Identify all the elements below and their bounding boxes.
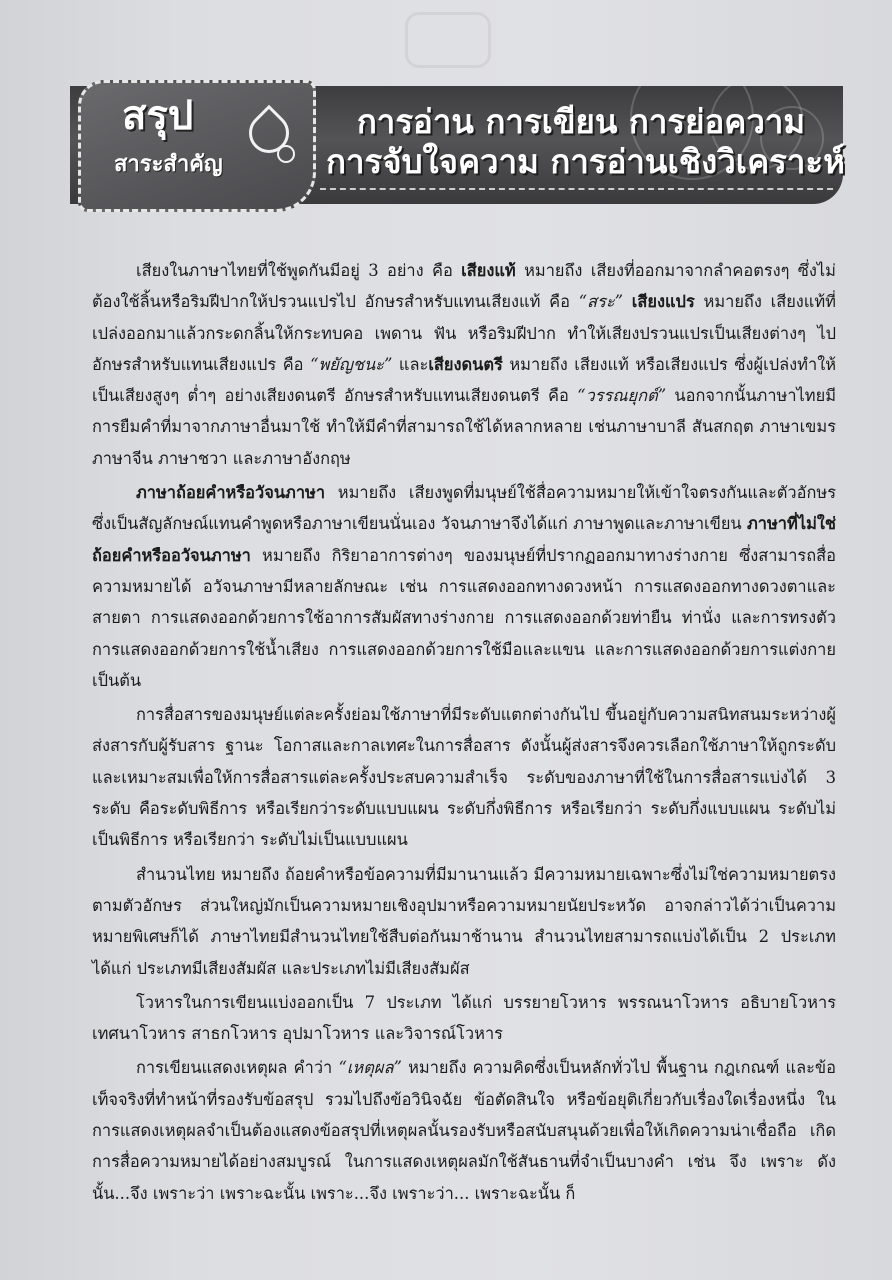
- paragraph-text: หมายถึง เสียงแท้ที่เปล่งออกมาแล้วกระดกลิ้นให้กระทบคอ เพดาน ฟัน หรือริมฝีปาก ทำให้เสียงปรวนแปรเป็นเสียงต่างๆ ไป อักษรสำหรับแทนเสียงแปร คือ: [92, 292, 836, 374]
- bold-term: ภาษาถ้อยคำหรือวัจนภาษา: [136, 483, 326, 503]
- paragraph-text: และ: [392, 354, 429, 374]
- bold-term: เสียงดนตรี: [428, 354, 503, 374]
- paragraph-text: เสียงในภาษาไทยที่ใช้พูดกันมีอยู่ 3 อย่าง คือ: [136, 261, 462, 280]
- paragraph-text: หมายถึง กิริยาอาการต่างๆ ของมนุษย์ที่ปรากฏออกมาทางร่างกาย ซึ่งสามารถสื่อความหมายได้ อวัจนภาษามีหลายลักษณะ เช่น การแสดงออกทางดวงหน้า การแสดงออกทางดวงตาและสายตา การแสดงออกด้วยการใช้อาการสัมผัสทางร่างกาย การแสดงออกด้วยท่ายืน ท่านั่ง และการทรงตัว การแสดงออกด้วยการใช้น้ำเสียง การแสดงออกด้วยการใช้มือและแขน และการแสดงออกด้วยการแต่งกาย เป็นต้น: [92, 545, 836, 690]
- italic-term: “สระ”: [578, 292, 624, 312]
- tag-subtitle: สาระสำคัญ: [114, 152, 223, 177]
- body-paragraph: [92, 699, 836, 855]
- body-paragraph: [92, 859, 836, 984]
- paragraph-text: การสื่อสารของมนุษย์แต่ละครั้งย่อมใช้ภาษาที่มีระดับแตกต่างกันไป ขึ้นอยู่กับความสนิทสนมระหว่างผู้ส่งสารกับผู้รับสาร ฐานะ โอกาสและกาลเทศะในการสื่อสาร ดังนั้นผู้ส่งสารจึงควรเลือกใช้ภาษาให้ถูกระดับและเหมาะสมเพื่อให้การสื่อสารแต่ละครั้งประสบความสำเร็จ ระดับของภาษาที่ใช้ในการสื่อสารแบ่งได้ 3 ระดับ คือระดับพิธีการ หรือเรียกว่าระดับแบบแผน ระดับกึ่งพิธีการ หรือเรียกว่า ระดับกึ่งแบบแผน ระดับไม่เป็นพิธีการ หรือเรียกว่า ระดับไม่เป็นแบบแผน: [92, 705, 836, 850]
- paragraph-text: สำนวนไทย หมายถึง ถ้อยคำหรือข้อความที่มีมานานแล้ว มีความหมายเฉพาะซึ่งไม่ใช่ความหมายตรงตามตัวอักษร ส่วนใหญ่มักเป็นความหมายเชิงอุปมาหรือความหมายนัยประหวัด อาจกล่าวได้ว่าเป็นความหมายพิเศษก็ได้ ภาษาไทยมีสำนวนไทยใช้สืบต่อกันมาช้านาน สำนวนไทยสามารถแบ่งได้เป็น 2 ประเภท ได้แก่ ประเภทมีเสียงสัมผัส และประเภทไม่มีเสียงสัมผัส: [92, 864, 836, 978]
- bold-term: เสียงแท้: [461, 261, 516, 280]
- body-paragraph: [92, 255, 836, 474]
- italic-term: “พยัญชนะ”: [310, 354, 393, 374]
- summary-body: [92, 255, 836, 1209]
- page-number-mark: [405, 12, 491, 68]
- bold-term: ภาษาที่ไม่ใช่ถ้อยคำหรืออวัจนภาษา: [92, 514, 836, 565]
- summary-banner: [70, 80, 843, 212]
- paragraph-text: การเขียนแสดงเหตุผล คำว่า: [136, 1058, 339, 1078]
- banner-heading-line-1: การอ่าน การเขียน การย่อความ: [356, 102, 806, 141]
- body-paragraph: [92, 987, 836, 1050]
- paragraph-text: หมายถึง เสียงแท้ หรือเสียงแปร ซึ่งผู้เปล่งทำให้เป็นเสียงสูงๆ ต่ำๆ อย่างเสียงดนตรี อักษรสำหรับแทนเสียงดนตรี คือ: [92, 354, 836, 406]
- paragraph-text: โวหารในการเขียนแบ่งออกเป็น 7 ประเภท ได้แก่ บรรยายโวหาร พรรณนาโวหาร อธิบายโวหาร เทศนาโวหาร สาธกโวหาร อุปมาโวหาร และวิจารณ์โวหาร: [92, 992, 836, 1044]
- body-paragraph: [92, 1052, 836, 1208]
- body-paragraph: [92, 477, 836, 696]
- paragraph-text: หมายถึง เสียงพูดที่มนุษย์ใช้สื่อความหมายให้เข้าใจตรงกันและตัวอักษรซึ่งเป็นสัญลักษณ์แทนคำพูดหรือภาษาเขียนนั่นเอง วัจนภาษาจึงได้แก่ ภาษาพูดและภาษาเขียน: [92, 483, 836, 534]
- italic-term: “เหตุผล”: [338, 1058, 402, 1078]
- paragraph-text: [623, 292, 632, 311]
- paragraph-text: นอกจากนั้นภาษาไทยมีการยืมคำที่มาจากภาษาอื่นมาใช้ ทำให้มีคำที่สามารถใช้ได้หลากหลาย เช่นภาษาบาลี สันสกฤต ภาษาเขมร ภาษาจีน ภาษาชวา และภาษาอังกฤษ: [92, 386, 836, 468]
- italic-term: “วรรณยุกต์”: [577, 386, 667, 406]
- paragraph-text: หมายถึง เสียงที่ออกมาจากลำคอตรงๆ ซึ่งไม่ต้องใช้ลิ้นหรือริมฝีปากให้ปรวนแปรไป อักษรสำหรับแทนเสียงแท้ คือ: [92, 261, 836, 312]
- bold-term: เสียงแปร: [631, 292, 695, 312]
- tag-title: สรุป: [122, 93, 194, 139]
- banner-heading-line-2: การจับใจความ การอ่านเชิงวิเคราะห์: [326, 142, 845, 181]
- banner-dashed-line: [320, 188, 833, 190]
- paragraph-text: หมายถึง ความคิดซึ่งเป็นหลักทั่วไป พื้นฐาน กฎเกณฑ์ และข้อเท็จจริงที่ทำหน้าที่รองรับข้อสรุป รวมไปถึงข้อวินิจฉัย ข้อตัดสินใจ หรือข้อยุติเกี่ยวกับเรื่องใดเรื่องหนึ่ง ในการแสดงเหตุผลจำเป็นต้องแสดงข้อสรุปที่เหตุผลนั้นรองรับหรือสนับสนุนด้วยเพื่อให้เกิดความน่าเชื่อถือ เกิดการสื่อความหมายได้อย่างสมบูรณ์ ในการแสดงเหตุผลมักใช้สันธานที่จำเป็นบางคำ เช่น จึง เพราะ ดังนั้น...จึง เพราะว่า เพราะฉะนั้น เพราะ...จึง เพราะว่า... เพราะฉะนั้น ก็: [92, 1058, 836, 1203]
